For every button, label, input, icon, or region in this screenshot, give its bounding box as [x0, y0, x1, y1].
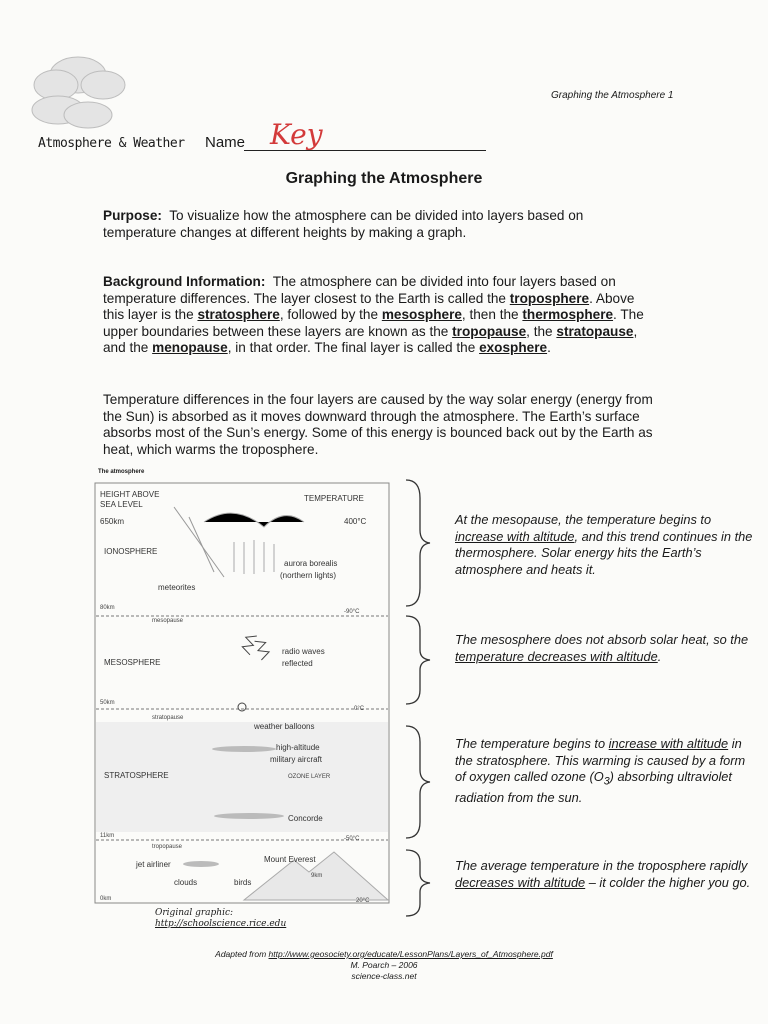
- background-paragraph: [103, 274, 658, 357]
- height-9km: 9km: [311, 873, 323, 879]
- answer-tropopause: tropopause: [452, 323, 527, 339]
- note-thermosphere: [455, 512, 755, 578]
- atmosphere-diagram: [94, 482, 392, 906]
- background-text: , in that order. The final layer is called the: [227, 340, 480, 355]
- background-text: , followed by the: [279, 307, 382, 322]
- height-11km: 11km: [100, 833, 115, 839]
- purpose-paragraph: [103, 208, 658, 241]
- height-50km: 50km: [100, 700, 115, 706]
- mesopause-label: mesopause: [152, 618, 184, 624]
- purpose-label: Purpose:: [103, 208, 162, 223]
- note-troposphere: [455, 858, 755, 891]
- purpose-text: To visualize how the atmosphere can be divided into layers based on temperature changes at different heights by making a graph.: [103, 208, 584, 240]
- aircraft-label-line2: military aircraft: [270, 755, 323, 764]
- ozone-layer-label: OZONE LAYER: [288, 774, 331, 780]
- note-text: The average temperature in the troposphere rapidly: [455, 858, 748, 873]
- note-text: , and this trend continues in the thermosphere. Solar energy hits the Earth’s atmosphere and heats it.: [455, 528, 753, 577]
- background-text: , then the: [461, 307, 523, 322]
- birds-label: birds: [234, 878, 252, 887]
- note-text: The temperature begins to: [455, 736, 609, 751]
- answer-mesosphere: mesosphere: [381, 307, 462, 322]
- note-mesosphere: [455, 632, 755, 665]
- original-graphic-link[interactable]: http://schoolscience.rice.edu: [155, 919, 287, 929]
- aircraft-label-line1: high-altitude: [276, 743, 320, 752]
- height-0km: 0km: [100, 896, 112, 902]
- note-stratosphere: [455, 736, 755, 807]
- answer-stratosphere: stratosphere: [197, 307, 280, 322]
- cloud-logo-icon: [18, 40, 148, 140]
- stratosphere-label: STRATOSPHERE: [104, 771, 169, 780]
- background-text: . Above this layer is the: [103, 290, 635, 322]
- temp-20c: 20°C: [356, 898, 370, 904]
- note-text: .: [657, 648, 662, 664]
- background-text: , the: [526, 323, 557, 339]
- temp-minus50c: -50°C: [344, 836, 360, 842]
- weather-balloons-label: weather balloons: [254, 722, 315, 731]
- note-text: At the mesopause, the temperature begins to: [455, 512, 712, 527]
- radio-label-line1: radio waves: [282, 647, 325, 656]
- credits: [0, 949, 768, 982]
- height-label-line1: HEIGHT ABOVE: [100, 490, 160, 499]
- note-text: The mesosphere does not absorb solar heat, so the: [455, 632, 749, 647]
- mount-everest-label: Mount Everest: [264, 855, 316, 864]
- brace-icon: [398, 724, 438, 840]
- temp-0c: 0°C: [354, 706, 365, 712]
- aurora-label-line2: (northern lights): [280, 571, 337, 580]
- jet-airliner-icon: [183, 861, 219, 867]
- meteorites-label: meteorites: [158, 583, 196, 592]
- background-text: . The upper boundaries between these layers are known as the: [103, 307, 644, 339]
- ozone-subscript: 3: [603, 775, 610, 788]
- mesosphere-label: MESOSPHERE: [104, 658, 161, 667]
- answer-stratopause: stratopause: [556, 323, 634, 339]
- original-graphic-label: Original graphic:: [155, 908, 234, 918]
- note-text: in the stratosphere. This warming is caused by a form of oxygen called ozone (O: [455, 736, 746, 784]
- temperature-label: TEMPERATURE: [304, 494, 364, 503]
- page-tag: Graphing the Atmosphere 1: [551, 90, 674, 101]
- note-answer: decreases with altitude: [455, 874, 586, 890]
- background-text: The atmosphere can be divided into four layers based on temperature differences. The layer closest to the Earth is called the: [103, 274, 616, 306]
- original-graphic-note: [155, 908, 286, 930]
- clouds-label: clouds: [174, 878, 198, 887]
- temp-400c: 400°C: [344, 517, 367, 526]
- jet-airliner-label: jet airliner: [136, 860, 171, 869]
- name-label: Name: [205, 134, 246, 151]
- note-answer: increase with altitude: [455, 528, 575, 544]
- answer-menopause: menopause: [152, 340, 228, 355]
- tropopause-label: tropopause: [152, 844, 183, 850]
- height-80km: 80km: [100, 605, 115, 611]
- note-answer: increase with altitude: [608, 736, 729, 751]
- answer-thermosphere: thermosphere: [522, 307, 614, 322]
- brace-icon: [398, 478, 438, 608]
- solar-energy-paragraph: Temperature differences in the four layers are caused by the way solar energy (energy from the Sun) is absorbed as it moves downward through the atmosphere. The Earth’s surface absorbs most of the Sun’s energy. Some of this energy is bounced back out by the Earth as heat, which warms the troposphere.: [103, 392, 653, 457]
- credit-link[interactable]: http://www.geosociety.org/educate/LessonPlans/Layers_of_Atmosphere.pdf: [268, 949, 553, 959]
- military-aircraft-icon: [212, 746, 276, 752]
- answer-exosphere: exosphere: [479, 340, 548, 355]
- ionosphere-label: IONOSPHERE: [104, 547, 158, 556]
- credit-prefix: Adapted from: [215, 949, 269, 959]
- note-text: ) absorbing ultraviolet radiation from the sun.: [455, 769, 732, 806]
- note-text: – it colder the higher you go.: [585, 874, 751, 890]
- note-answer: temperature decreases with altitude: [455, 648, 658, 664]
- background-text: .: [547, 340, 551, 355]
- stratopause-label: stratopause: [152, 715, 184, 721]
- radio-label-line2: reflected: [282, 659, 313, 668]
- course-label: Atmosphere & Weather: [38, 136, 185, 151]
- background-text: , and the: [103, 323, 638, 355]
- page-title: Graphing the Atmosphere: [285, 170, 483, 187]
- brace-icon: [398, 614, 438, 706]
- background-label: Background Information:: [103, 274, 266, 289]
- concorde-label: Concorde: [288, 814, 323, 823]
- name-value-handwritten: Key: [270, 118, 323, 151]
- answer-troposphere: troposphere: [509, 290, 590, 306]
- credit-author: M. Poarch – 2006: [350, 960, 418, 970]
- aurora-label-line1: aurora borealis: [284, 559, 338, 568]
- credit-site: science-class.net: [351, 971, 417, 981]
- concorde-icon: [214, 813, 284, 819]
- height-label-line2: SEA LEVEL: [100, 500, 143, 509]
- brace-icon: [398, 848, 438, 918]
- temp-minus90c: -90°C: [344, 609, 360, 615]
- diagram-caption: The atmosphere: [98, 469, 145, 475]
- height-650km: 650km: [100, 517, 125, 526]
